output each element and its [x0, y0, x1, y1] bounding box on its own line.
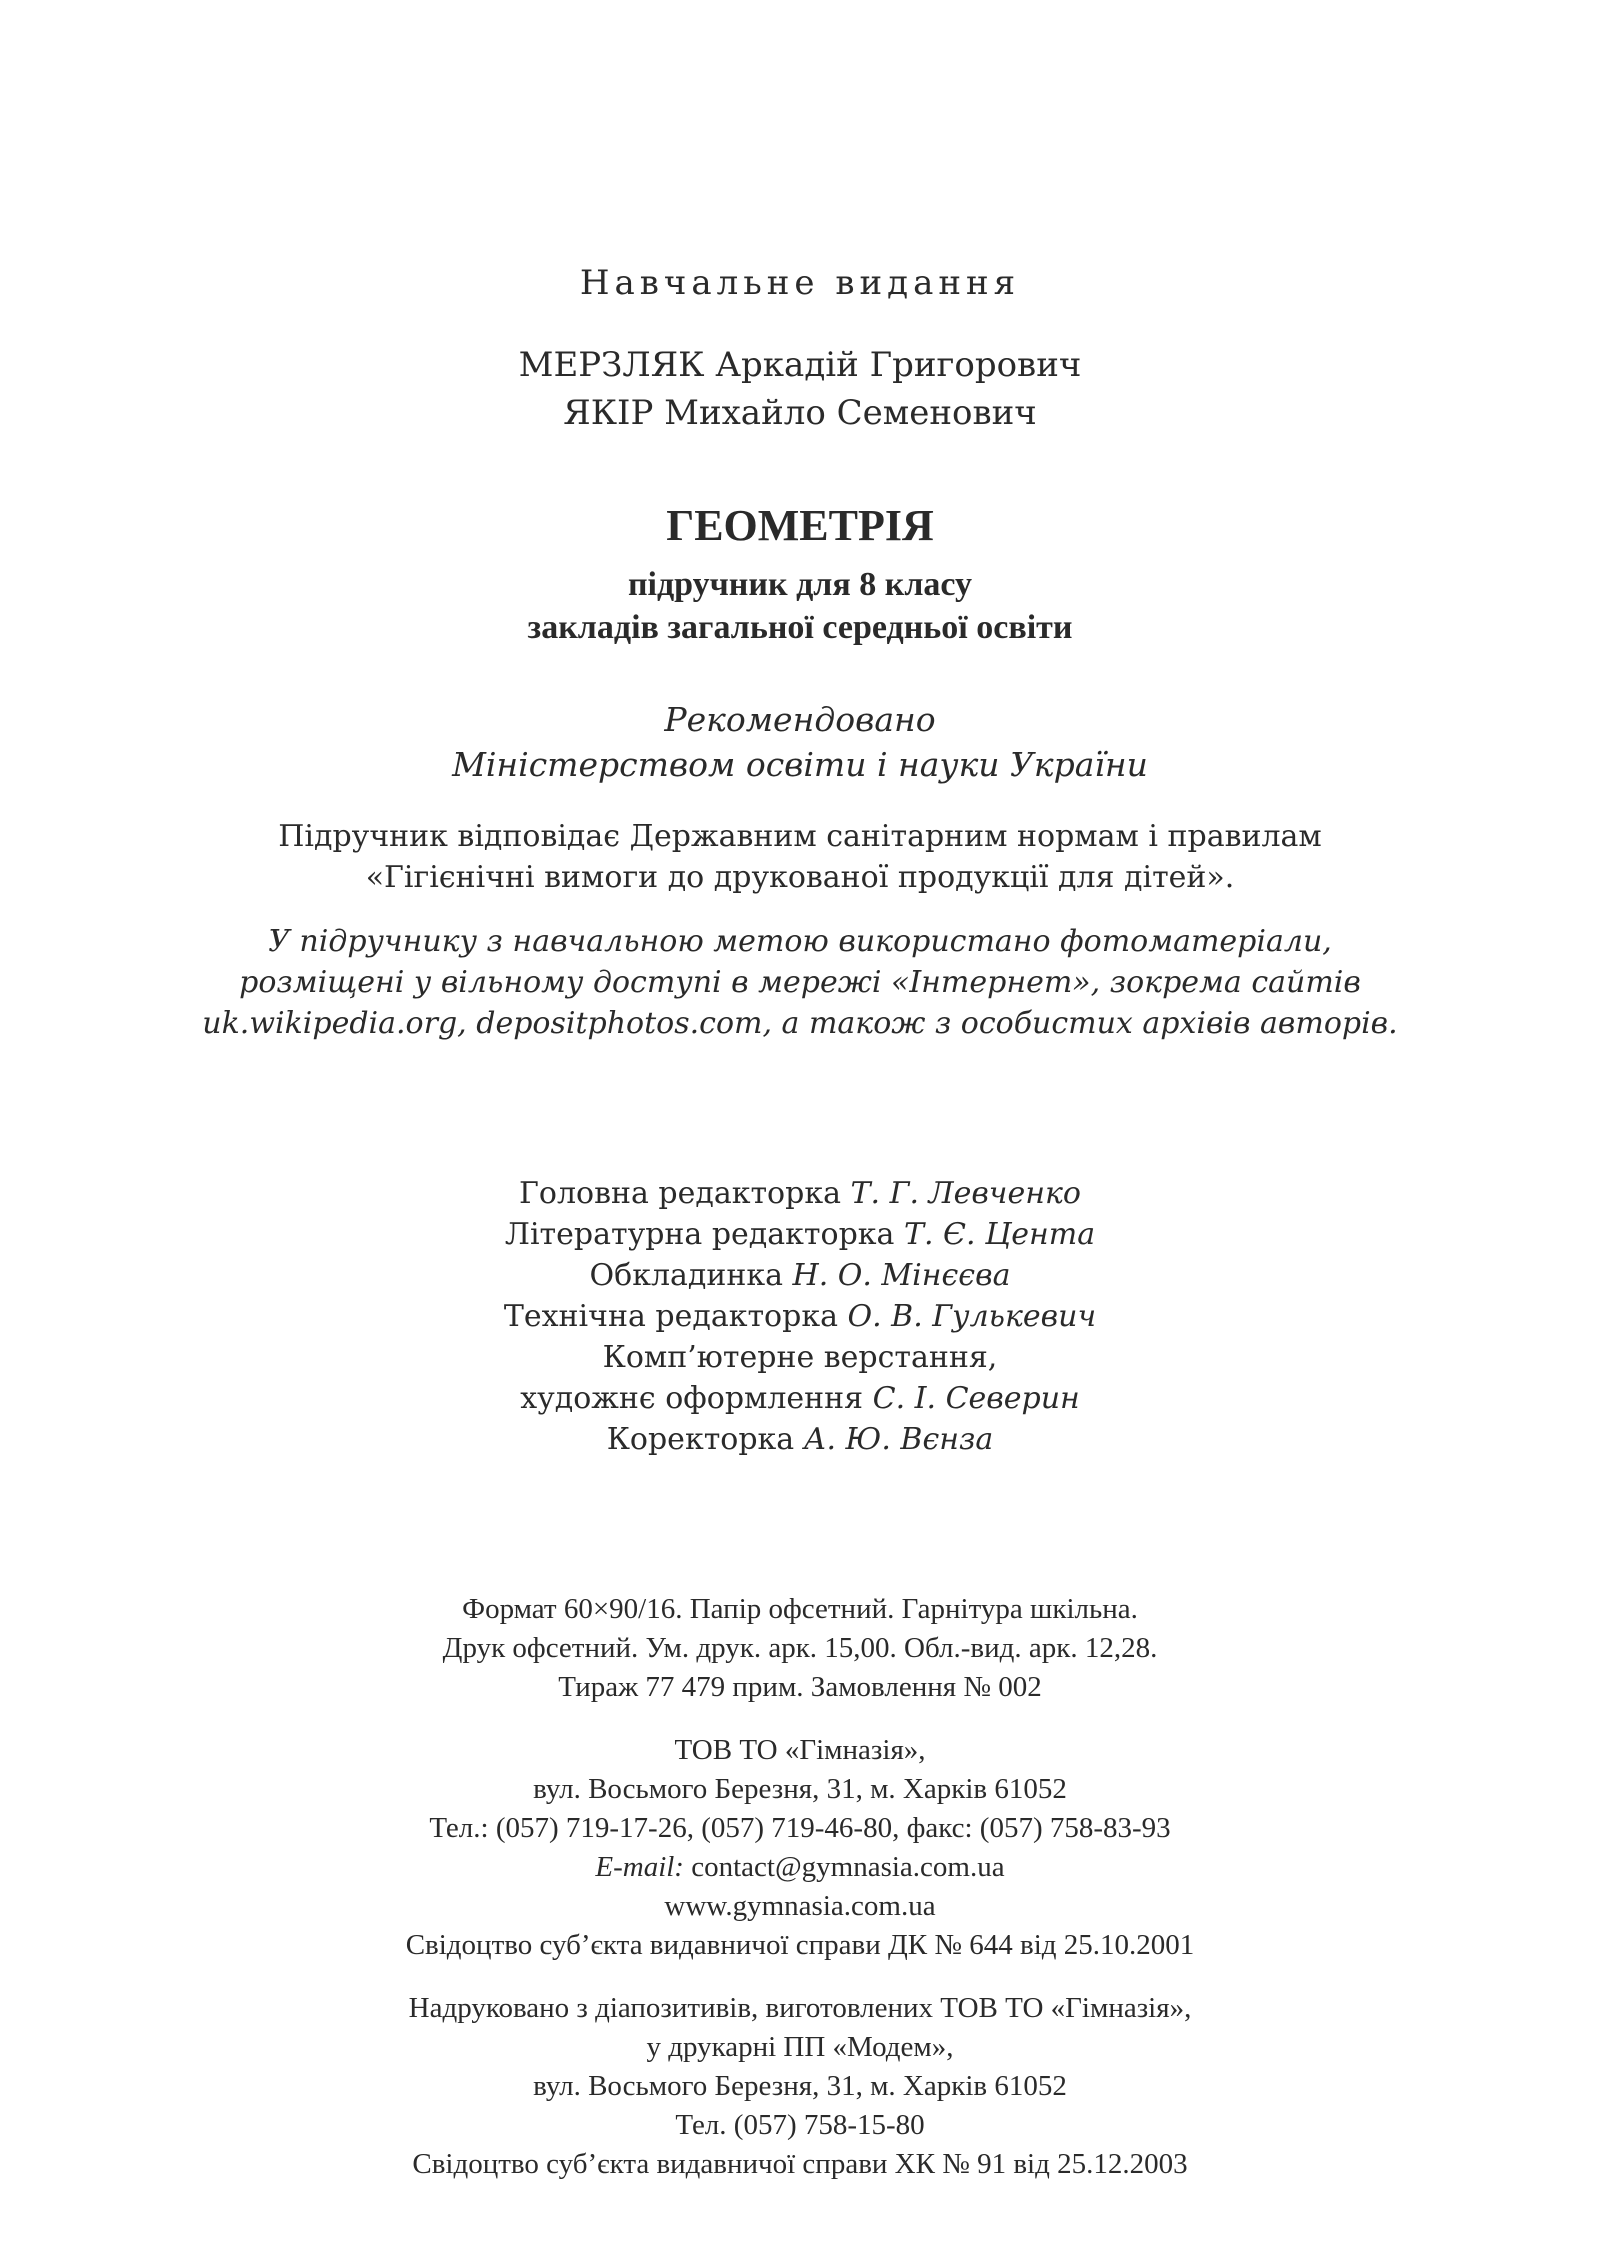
- publisher-website: www.gymnasia.com.ua: [664, 1890, 936, 1922]
- printer-line-5: Свідоцтво суб’єкта видавничої справи ХК № 91 від 25.12.2003: [412, 2148, 1188, 2180]
- credit-proofreader: Коректорка А. Ю. Вєнза: [606, 1422, 994, 1457]
- compliance-line-2: «Гігієнічні вимоги до друкованої продукції для дітей».: [365, 860, 1235, 895]
- author-2: ЯКІР Михайло Семенович: [563, 393, 1037, 433]
- book-title: ГЕОМЕТРІЯ: [666, 501, 934, 550]
- subtitle-line-1: підручник для 8 класу: [627, 566, 973, 603]
- credit-technical-editor: Технічна редакторка О. В. Гулькевич: [503, 1299, 1097, 1334]
- publisher-address: вул. Восьмого Березня, 31, м. Харків 61052: [533, 1773, 1067, 1805]
- credit-chief-editor: Головна редакторка Т. Г. Левченко: [519, 1176, 1081, 1211]
- photo-note-line-3: uk.wikipedia.org, depositphotos.com, а також з особистих архівів авторів.: [202, 1006, 1398, 1041]
- publisher-name: ТОВ ТО «Гімназія»,: [674, 1734, 926, 1766]
- credit-layout: Комп’ютерне верстання,: [602, 1340, 998, 1375]
- recommended-line-1: Рекомендовано: [664, 700, 936, 739]
- publisher-phones: Тел.: (057) 719-17-26, (057) 719-46-80, факс: (057) 758-83-93: [429, 1812, 1171, 1844]
- format-line-1: Формат 60×90/16. Папір офсетний. Гарнітура шкільна.: [462, 1593, 1138, 1625]
- photo-note-line-2: розміщені у вільному доступі в мережі «Інтернет», зокрема сайтів: [239, 965, 1361, 1000]
- credit-design: художнє оформлення С. І. Северин: [520, 1381, 1080, 1416]
- credit-literary-editor: Літературна редакторка Т. Є. Цента: [504, 1217, 1096, 1252]
- printer-line-1: Надруковано з діапозитивів, виготовлених ТОВ ТО «Гімназія»,: [408, 1992, 1192, 2024]
- author-1: МЕРЗЛЯК Аркадій Григорович: [518, 345, 1082, 385]
- credit-cover: Обкладинка Н. О. Мінєєва: [589, 1258, 1011, 1293]
- publisher-email: E-mail: contact@gymnasia.com.ua: [595, 1851, 1005, 1883]
- subtitle-line-2: закладів загальної середньої освіти: [527, 609, 1073, 646]
- edition-heading: Навчальне видання: [579, 263, 1021, 303]
- photo-note-line-1: У підручнику з навчальною метою використано фотоматеріали,: [268, 924, 1332, 959]
- printer-line-3: вул. Восьмого Березня, 31, м. Харків 61052: [533, 2070, 1067, 2102]
- printer-line-4: Тел. (057) 758-15-80: [675, 2109, 925, 2141]
- format-line-2: Друк офсетний. Ум. друк. арк. 15,00. Обл.-вид. арк. 12,28.: [442, 1632, 1158, 1664]
- email-link: contact@gymnasia.com.ua: [691, 1851, 1005, 1883]
- compliance-line-1: Підручник відповідає Державним санітарним нормам і правилам: [278, 819, 1322, 854]
- recommended-line-2: Міністерством освіти і науки України: [452, 745, 1148, 784]
- publisher-certificate: Свідоцтво суб’єкта видавничої справи ДК № 644 від 25.10.2001: [405, 1929, 1195, 1961]
- format-line-3: Тираж 77 479 прим. Замовлення № 002: [558, 1671, 1042, 1703]
- printer-line-2: у друкарні ПП «Модем»,: [646, 2031, 954, 2063]
